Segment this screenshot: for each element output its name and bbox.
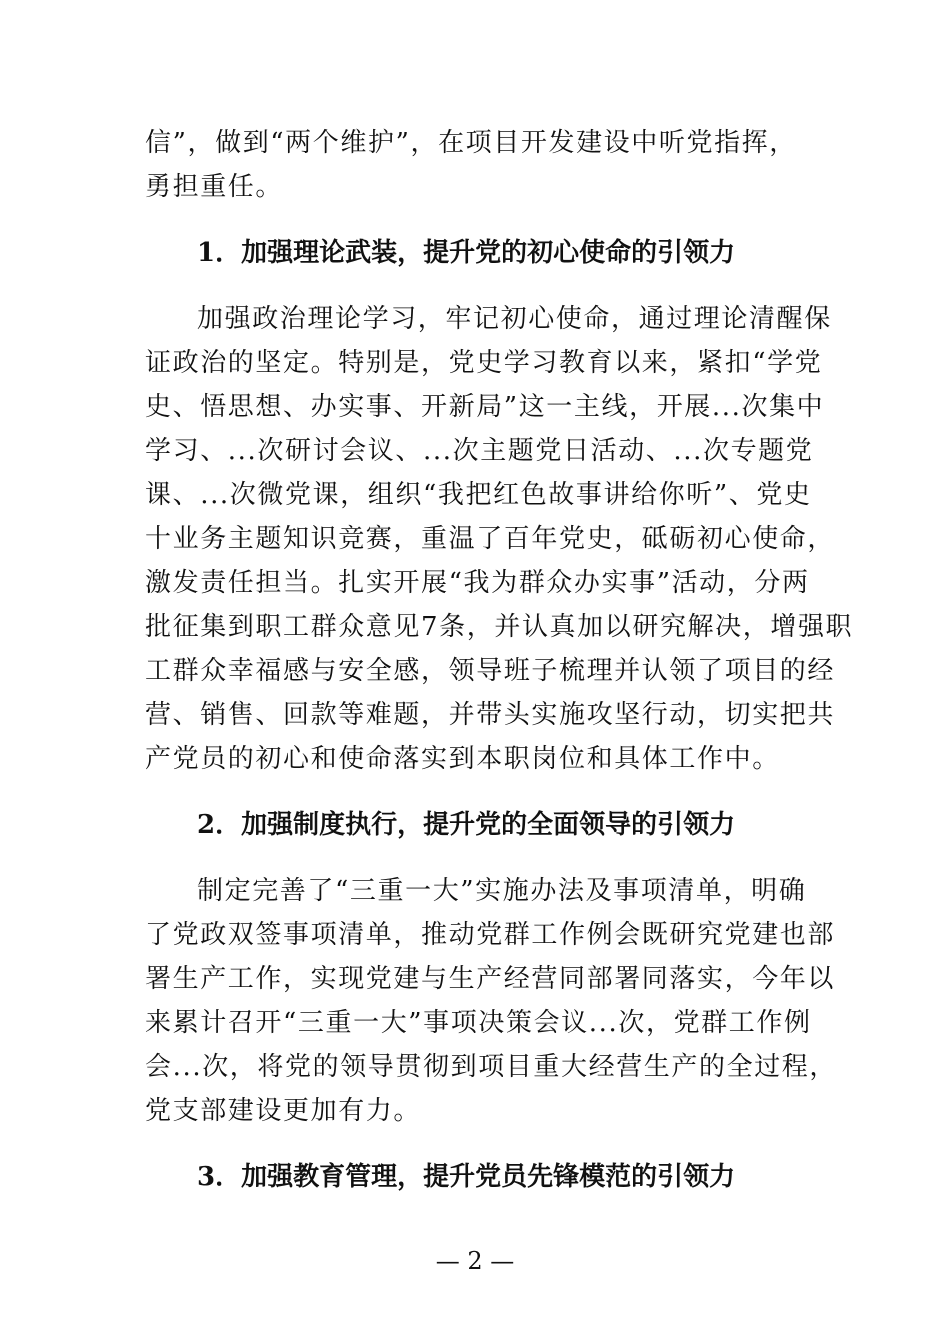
text-line: 了党政双签事项清单，推动党群工作例会既研究党建也部: [145, 920, 836, 950]
section-1-paragraph: [145, 297, 854, 781]
text-line: 激发责任担当。扎实开展“我为群众办实事”活动，分两: [145, 568, 810, 598]
text-line: 制定完善了“三重一大”实施办法及事项清单，明确: [197, 876, 807, 906]
section-heading-3: 3．加强教育管理，提升党员先锋模范的引领力: [197, 1162, 736, 1192]
text-line: 党支部建设更加有力。: [145, 1096, 422, 1126]
intro-paragraph: [145, 121, 810, 209]
text-line: 会...次，将党的领导贯彻到项目重大经营生产的全过程，: [145, 1052, 837, 1082]
text-line: 课、...次微党课，组织“我把红色故事讲给你听”、党史: [145, 480, 812, 510]
text-line: 批征集到职工群众意见7条，并认真加以研究解决，增强职: [145, 612, 854, 642]
text-line: 来累计召开“三重一大”事项决策会议...次，党群工作例: [145, 1008, 812, 1038]
text-line: 证政治的坚定。特别是，党史学习教育以来，紧扣“学党: [145, 348, 823, 378]
section-heading-2: 2．加强制度执行，提升党的全面领导的引领力: [197, 810, 736, 840]
section-heading-1: 1．加强理论武装，提升党的初心使命的引领力: [197, 238, 736, 268]
text-line: 勇担重任。: [145, 172, 284, 202]
page-number: — 2 —: [435, 1247, 515, 1275]
text-line: 信”，做到“两个维护”，在项目开发建设中听党指挥，: [145, 128, 797, 158]
text-line: 学习、...次研讨会议、...次主题党日活动、...次专题党: [145, 436, 814, 466]
text-line: 署生产工作，实现党建与生产经营同部署同落实，今年以: [145, 964, 836, 994]
text-line: 史、悟思想、办实事、开新局”这一主线，开展...次集中: [145, 392, 825, 422]
document-body: [145, 121, 854, 1199]
text-line: 十业务主题知识竞赛，重温了百年党史，砥砺初心使命，: [145, 524, 836, 554]
text-line: 加强政治理论学习，牢记初心使命，通过理论清醒保: [197, 304, 832, 334]
text-line: 营、销售、回款等难题，并带头实施攻坚行动，切实把共: [145, 700, 836, 730]
text-line: 产党员的初心和使命落实到本职岗位和具体工作中。: [145, 744, 780, 774]
text-line: 工群众幸福感与安全感，领导班子梳理并认领了项目的经: [145, 656, 836, 686]
section-2-paragraph: [145, 869, 837, 1133]
